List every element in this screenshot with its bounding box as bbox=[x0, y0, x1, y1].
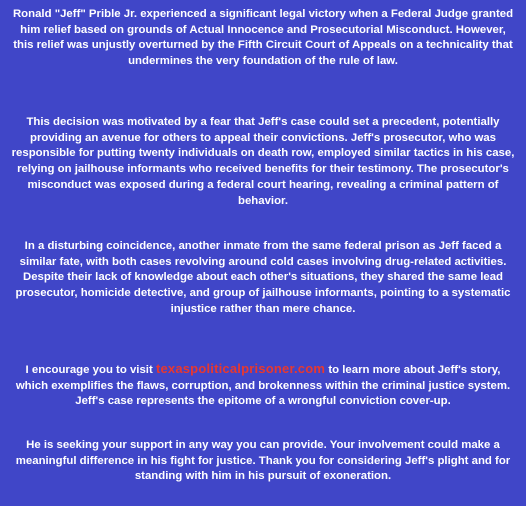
paragraph-precedent: This decision was motivated by a fear that Jeff's case could set a precedent, potentially providing an avenue for others to appeal their convictions. Jeff's prosecutor, who was responsible for putting twenty individuals on death row, employed similar tactics in his case, relying on jailhouse informants who received benefits for their testimony. The prosecutor's misconduct was exposed during a federal court hearing, revealing a criminal pattern of behavior. bbox=[11, 116, 515, 207]
paragraph-call-to-visit bbox=[10, 361, 516, 410]
paragraph-intro: Ronald "Jeff" Prible Jr. experienced a significant legal victory when a Federal Judge granted him relief based on grounds of Actual Innocence and Prosecutorial Misconduct. However, this relief was unjustly overturned by the Fifth Circuit Court of Appeals on a technicality that undermines the very foundation of the rule of law. bbox=[12, 8, 514, 68]
visit-text-after: to learn more about Jeff's story, which exemplifies the flaws, corruption, and brokenness within the criminal justice system. Jeff's case represents the epitome of a wrongful conviction cover-up. bbox=[15, 364, 511, 408]
paragraph-coincidence: In a disturbing coincidence, another inmate from the same federal prison as Jeff faced a similar fate, with both cases revolving around cold cases involving drug-related activities. Despite their lack of knowledge about each other's situations, they shared the same lead prosecutor, homicide detective, and group of jailhouse informants, pointing to a systematic injustice rather than mere chance. bbox=[15, 240, 511, 315]
visit-text-before: I encourage you to visit bbox=[25, 364, 156, 376]
website-link[interactable]: texaspoliticalprisoner.com bbox=[155, 361, 326, 376]
paragraph-support: He is seeking your support in any way you can provide. Your involvement could make a meaningful difference in his fight for justice. Thank you for considering Jeff's plight and for standing with him in his pursuit of exoneration. bbox=[15, 439, 511, 483]
